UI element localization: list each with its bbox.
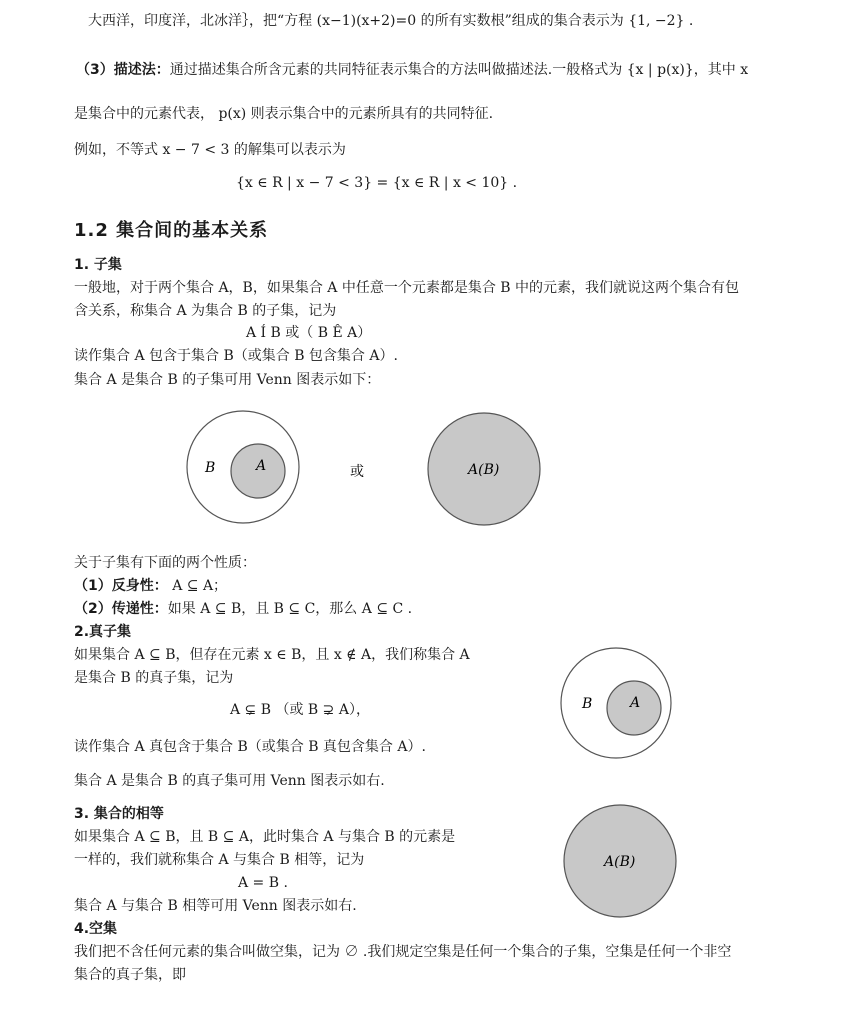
property-1-text: A ⊆ A；: [167, 578, 228, 594]
text-line-3: 是集合中的元素代表， p(x) 则表示集合中的元素所具有的共同特征.: [74, 106, 494, 122]
property-1: [74, 579, 227, 593]
describe-method-heading: （3）描述法：: [76, 62, 170, 78]
empty-set-para-1: 我们把不含任何元素的集合叫做空集，记为 ∅ .我们规定空集是任何一个集合的子集，空集是任何一个非空: [74, 944, 732, 960]
proper-subset-title: 2.真子集: [74, 624, 132, 640]
venn-label-A: A: [630, 695, 641, 711]
venn-subset-diagram: [0, 405, 860, 545]
proper-subset-para-1: 如果集合 A ⊆ B，但存在元素 x ∈ B，且 x ∉ A，我们称集合 A: [74, 647, 470, 663]
properties-intro: 关于子集有下面的两个性质：: [74, 555, 256, 571]
venn-label-B: B: [582, 696, 593, 712]
subset-para-1: 一般地，对于两个集合 A，B，如果集合 A 中任意一个元素都是集合 B 中的元素，我们就说这两个集合有包: [74, 280, 740, 296]
subset-title: 1. 子集: [74, 257, 122, 273]
equal-sets-para-2: 一样的，我们就称集合 A 与集合 B 相等，记为: [74, 852, 365, 868]
venn-label-AB: A(B): [604, 854, 636, 870]
property-2-text: 如果 A ⊆ B，且 B ⊆ C，那么 A ⊆ C .: [167, 601, 413, 617]
venn-label-A: A: [256, 458, 267, 474]
section-heading: 1.2 集合间的基本关系: [74, 220, 269, 241]
venn-equal-diagram: [560, 804, 700, 924]
subset-para-4: 集合 A 是集合 B 的子集可用 Venn 图表示如下：: [74, 372, 381, 388]
describe-method-text: 通过描述集合所含元素的共同特征表示集合的方法叫做描述法.一般格式为 {x | p(x)}，其中 x: [169, 62, 749, 78]
or-text: 或: [350, 464, 364, 480]
equal-sets-formula: A = B .: [238, 875, 288, 891]
subset-para-2: 含关系，称集合 A 为集合 B 的子集，记为: [74, 303, 337, 319]
subset-formula: A Í B 或（ B Ê A）: [246, 325, 372, 341]
proper-subset-para-2: 是集合 B 的真子集，记为: [74, 670, 234, 686]
equal-sets-title: 3. 集合的相等: [74, 806, 164, 822]
empty-set-title: 4.空集: [74, 921, 118, 937]
equal-sets-para-3: 集合 A 与集合 B 相等可用 Venn 图表示如右.: [74, 898, 357, 914]
venn-label-B: B: [205, 460, 216, 476]
text-line-1: 大西洋，印度洋，北冰洋｝，把“方程 (x−1)(x+2)=0 的所有实数根”组成的集合表示为 {1, −2} .: [88, 13, 694, 29]
describe-method-line: [76, 63, 748, 77]
property-2: [74, 602, 412, 616]
example-line: 例如，不等式 x − 7 < 3 的解集可以表示为: [74, 142, 346, 158]
empty-set-para-2: 集合的真子集，即: [74, 967, 186, 983]
property-2-heading: （2）传递性：: [74, 601, 168, 617]
example-formula: {x ∈ R | x − 7 < 3} = {x ∈ R | x < 10} .: [236, 175, 518, 191]
subset-para-3: 读作集合 A 包含于集合 B（或集合 B 包含集合 A）.: [74, 348, 398, 364]
venn-label-AB: A(B): [468, 462, 500, 478]
property-1-heading: （1）反身性：: [74, 578, 168, 594]
venn-proper-subset-diagram: [560, 645, 760, 765]
proper-subset-para-4: 集合 A 是集合 B 的真子集可用 Venn 图表示如右.: [74, 773, 385, 789]
proper-subset-para-3: 读作集合 A 真包含于集合 B（或集合 B 真包含集合 A）.: [74, 739, 426, 755]
equal-sets-para-1: 如果集合 A ⊆ B，且 B ⊆ A，此时集合 A 与集合 B 的元素是: [74, 829, 456, 845]
proper-subset-formula: A ⊊ B （或 B ⊋ A），: [230, 702, 370, 718]
